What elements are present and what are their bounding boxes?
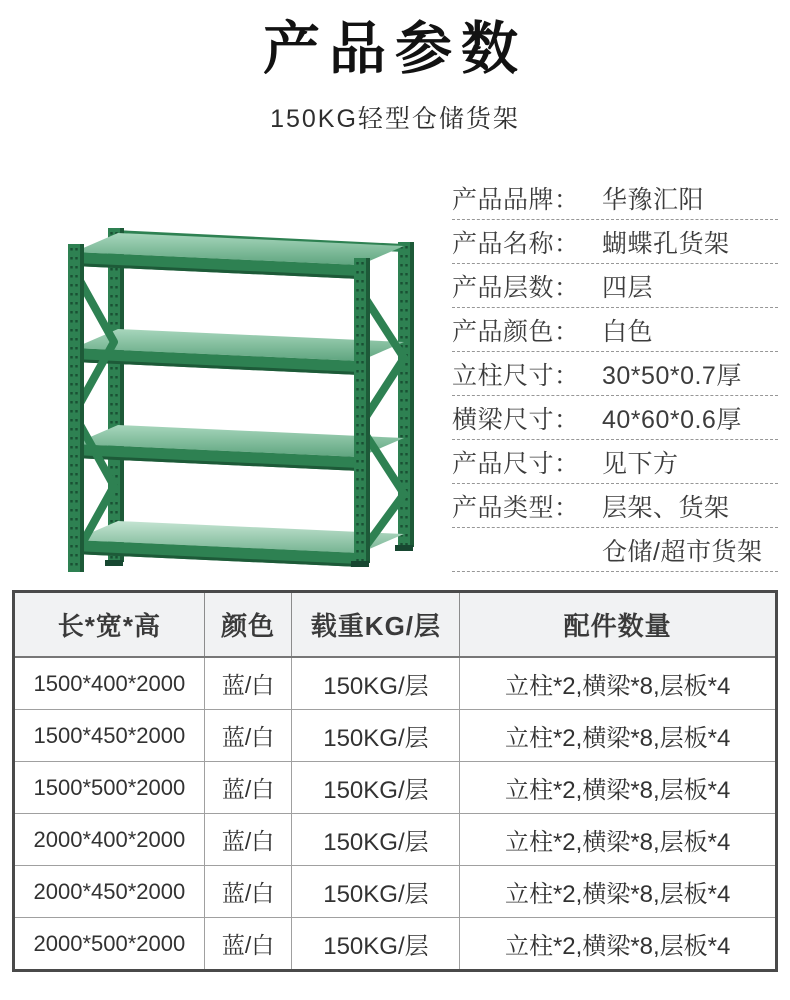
spec-row-beam-size: [452, 396, 778, 440]
spec-value: 40*60*0.6厚: [602, 405, 742, 434]
cell-load: 150KG/层: [292, 762, 460, 814]
spec-label: 产品尺寸：: [452, 449, 580, 478]
spec-label: 立柱尺寸：: [452, 361, 580, 390]
table-row: [14, 918, 777, 971]
cell-load: 150KG/层: [292, 918, 460, 971]
table-row: [14, 710, 777, 762]
cell-load: 150KG/层: [292, 710, 460, 762]
size-table-header-row: [14, 592, 777, 658]
col-header-accessories: 配件数量: [460, 592, 777, 658]
cell-load: 150KG/层: [292, 657, 460, 710]
col-header-color: 颜色: [204, 592, 292, 658]
spec-value: 华豫汇阳: [602, 185, 705, 214]
cell-color: 蓝/白: [204, 866, 292, 918]
cell-accessories: 立柱*2,横梁*8,层板*4: [460, 762, 777, 814]
spec-value: 30*50*0.7厚: [602, 361, 742, 390]
product-image: [8, 142, 440, 572]
spec-row-product-size: [452, 440, 778, 484]
spec-value: 仓储/超市货架: [602, 537, 763, 566]
spec-label: 产品颜色：: [452, 317, 580, 346]
spec-label: 产品类型：: [452, 493, 580, 522]
cell-color: 蓝/白: [204, 814, 292, 866]
cell-accessories: 立柱*2,横梁*8,层板*4: [460, 710, 777, 762]
spec-row-post-size: [452, 352, 778, 396]
spec-value: 见下方: [602, 449, 679, 478]
size-table: [12, 590, 778, 972]
spec-value: 蝴蝶孔货架: [602, 229, 730, 258]
cell-color: 蓝/白: [204, 762, 292, 814]
cell-accessories: 立柱*2,横梁*8,层板*4: [460, 866, 777, 918]
col-header-dimensions: 长*宽*高: [14, 592, 205, 658]
shelf-rack-illustration: [8, 142, 440, 572]
table-row: [14, 814, 777, 866]
spec-row-type: [452, 484, 778, 528]
spec-list: [452, 176, 778, 572]
spec-label: 产品层数：: [452, 273, 580, 302]
cell-color: 蓝/白: [204, 710, 292, 762]
page-subtitle: 150KG轻型仓储货架: [270, 105, 520, 133]
table-row: [14, 866, 777, 918]
spec-value: 四层: [602, 273, 654, 302]
cell-dimensions: 2000*500*2000: [14, 918, 205, 971]
cell-color: 蓝/白: [204, 918, 292, 971]
spec-label: 产品品牌：: [452, 185, 580, 214]
cell-dimensions: 1500*400*2000: [14, 657, 205, 710]
cell-load: 150KG/层: [292, 814, 460, 866]
spec-value: 白色: [602, 317, 654, 346]
cell-dimensions: 1500*450*2000: [14, 710, 205, 762]
page-title: 产品参数: [263, 17, 527, 81]
cell-color: 蓝/白: [204, 657, 292, 710]
cell-load: 150KG/层: [292, 866, 460, 918]
col-header-load: 载重KG/层: [292, 592, 460, 658]
table-row: [14, 762, 777, 814]
spec-label: 横梁尺寸：: [452, 405, 580, 434]
cell-accessories: 立柱*2,横梁*8,层板*4: [460, 814, 777, 866]
spec-row-type-cont: [452, 528, 778, 572]
spec-value: 层架、货架: [602, 493, 730, 522]
spec-row-layers: [452, 264, 778, 308]
spec-label: 产品名称：: [452, 229, 580, 258]
cell-dimensions: 1500*500*2000: [14, 762, 205, 814]
cell-dimensions: 2000*400*2000: [14, 814, 205, 866]
table-row: [14, 657, 777, 710]
spec-row-name: [452, 220, 778, 264]
spec-row-color: [452, 308, 778, 352]
spec-row-brand: [452, 176, 778, 220]
cell-dimensions: 2000*450*2000: [14, 866, 205, 918]
cell-accessories: 立柱*2,横梁*8,层板*4: [460, 918, 777, 971]
cell-accessories: 立柱*2,横梁*8,层板*4: [460, 657, 777, 710]
